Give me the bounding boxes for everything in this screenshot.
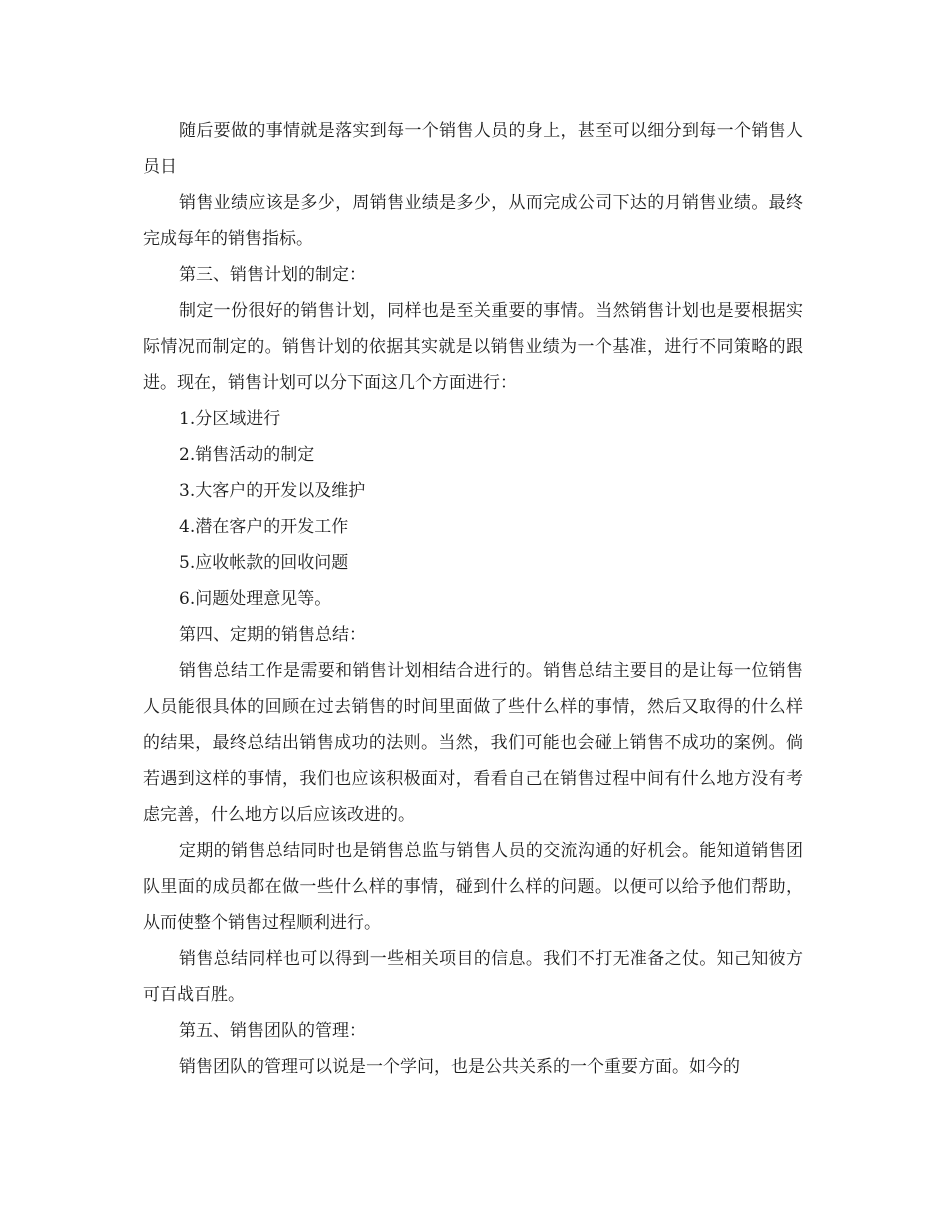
paragraph-sales-target: 销售业绩应该是多少，周销售业绩是多少，从而完成公司下达的月销售业绩。最终完成每年的销售指标。 [143, 193, 803, 249]
list-item-1: 1.分区域进行 [179, 409, 281, 429]
paragraph-sales-plan: 制定一份很好的销售计划，同样也是至关重要的事情。当然销售计划也是要根据实际情况而制定的。销售计划的依据其实就是以销售业绩为一个基准，进行不同策略的跟进。现在，销售计划可以分下面这几个方面进行： [143, 301, 803, 393]
section-heading-3: 第三、销售计划的制定： [179, 265, 366, 285]
list-item-3: 3.大客户的开发以及维护 [179, 481, 366, 501]
section-heading-4: 第四、定期的销售总结： [179, 625, 366, 645]
paragraph-team-management: 销售团队的管理可以说是一个学问，也是公共关系的一个重要方面。如今的 [179, 1057, 740, 1077]
paragraph-summary-info: 销售总结同样也可以得到一些相关项目的信息。我们不打无准备之仗。知己知彼方可百战百胜。 [143, 949, 803, 1005]
document-body [143, 113, 803, 1085]
list-item-5: 5.应收帐款的回收问题 [179, 553, 349, 573]
paragraph-sales-summary: 销售总结工作是需要和销售计划相结合进行的。销售总结主要目的是让每一位销售人员能很具体的回顾在过去销售的时间里面做了些什么样的事情，然后又取得的什么样的结果，最终总结出销售成功的法则。当然，我们可能也会碰上销售不成功的案例。倘若遇到这样的事情，我们也应该积极面对，看看自己在销售过程中间有什么地方没有考虑完善，什么地方以后应该改进的。 [143, 661, 803, 825]
paragraph-regular-summary: 定期的销售总结同时也是销售总监与销售人员的交流沟通的好机会。能知道销售团队里面的成员都在做一些什么样的事情，碰到什么样的问题。以便可以给予他们帮助，从而使整个销售过程顺利进行。 [143, 841, 803, 933]
list-item-2: 2.销售活动的制定 [179, 445, 315, 465]
section-heading-5: 第五、销售团队的管理： [179, 1021, 366, 1041]
list-item-4: 4.潜在客户的开发工作 [179, 517, 349, 537]
list-item-6: 6.问题处理意见等。 [179, 589, 332, 609]
paragraph-intro: 随后要做的事情就是落实到每一个销售人员的身上，甚至可以细分到每一个销售人员日 [143, 121, 803, 177]
